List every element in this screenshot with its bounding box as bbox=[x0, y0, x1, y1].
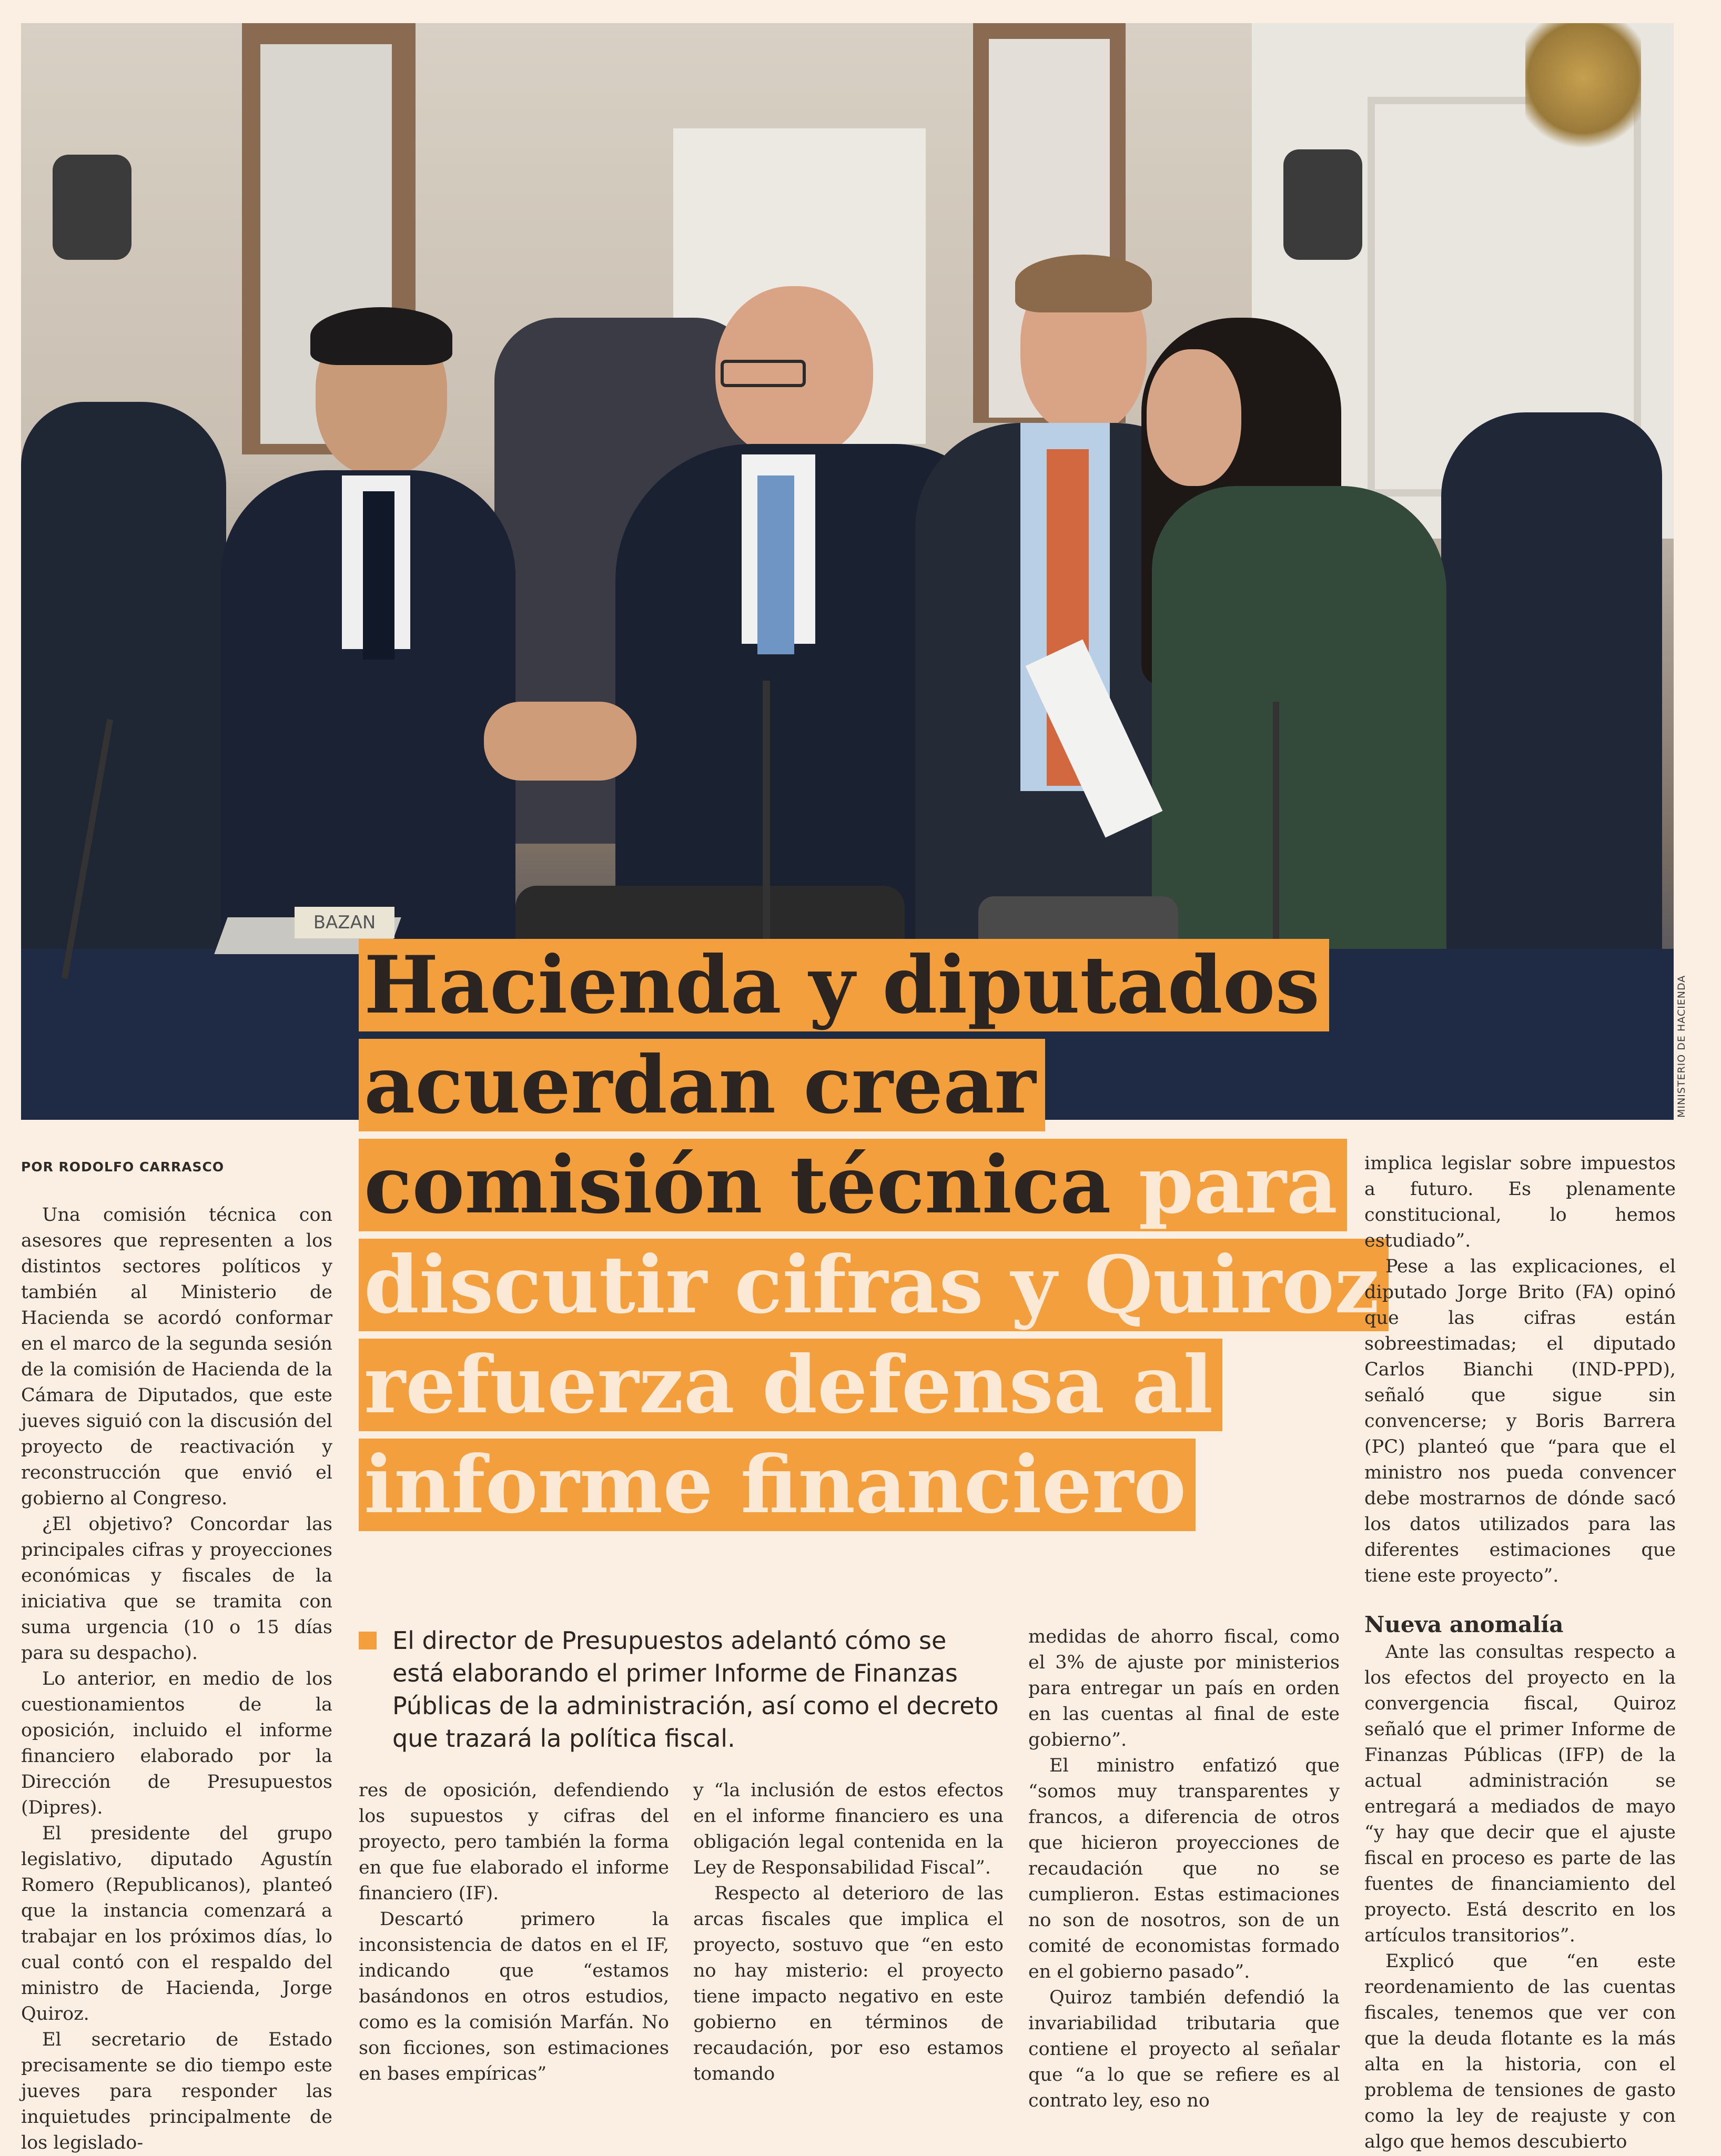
photo-placard: BAZAN bbox=[295, 907, 394, 938]
photo-face-4 bbox=[1147, 349, 1241, 486]
photo-tie-2 bbox=[757, 475, 794, 654]
headline-line bbox=[359, 935, 1358, 1035]
headline-line bbox=[359, 1335, 1358, 1435]
photo-microphone-3 bbox=[1273, 702, 1279, 975]
photo-glasses-2 bbox=[721, 360, 806, 387]
headline-text-dark: acuerdan crear bbox=[364, 1039, 1036, 1131]
paragraph: Pese a las explicaciones, el diputado Jorge Brito (FA) opinó que las cifras están sobreestimadas; el diputado Carlos Bianchi (IND-PPD), señaló que sigue sin convencerse; y Boris Barrera (PC) planteó que “para que el ministro nos pueda convencer debe mostrarnos de dónde sacó los datos utilizados para las diferentes estimaciones que tiene este proyecto”. bbox=[1364, 1256, 1676, 1586]
headline-text-dark: Hacienda y diputados bbox=[364, 939, 1320, 1031]
paragraph: Ante las consultas respecto a los efectos del proyecto en la convergencia fiscal, Quiroz señaló que el primer Informe de Finanzas Públicas (IFP) de la actual administración se entregará a mediados de mayo “y hay que decir que el ajuste fiscal en proceso es parte de las fuentes de financiamiento del proyecto. Está descrito en los artículos transitorios”. bbox=[1364, 1642, 1676, 1946]
photo-credit: MINISTERIO DE HACIENDA bbox=[1676, 975, 1687, 1118]
deck-text: El director de Presupuestos adelantó cómo se está elaborando el primer Informe de Finanzas Públicas de la administración, así como el decreto que trazará la política fiscal. bbox=[392, 1626, 999, 1753]
headline-line bbox=[359, 1435, 1358, 1535]
paragraph: Respecto al deterioro de las arcas fiscales que implica el proyecto, sostuvo que “en esto no hay misterio: el proyecto tiene impacto negativo en este gobierno en términos de recaudación, por eso estamos tomando bbox=[693, 1883, 1004, 2084]
bullet-square-icon bbox=[359, 1632, 377, 1649]
paragraph: medidas de ahorro fiscal, como el 3% de ajuste por ministerios para entregar un país en orden en las cuentas al final de este gobierno”. bbox=[1028, 1626, 1340, 1750]
paragraph: ¿El objetivo? Concordar las principales cifras y proyecciones económicas y fiscales de la iniciativa que se tramita con suma urgencia (10 o 15 días para su despacho). bbox=[21, 1514, 332, 1664]
headline-line bbox=[359, 1035, 1358, 1135]
article-column-4 bbox=[1028, 1624, 1340, 2114]
paragraph: El presidente del grupo legislativo, diputado Agustín Romero (Republicanos), planteó que la instancia comenzará a trabajar en los próximos días, lo cual contó con el respaldo del ministro de Hacienda, Jorge Quiroz. bbox=[21, 1823, 332, 2025]
photo-hair-3 bbox=[1015, 255, 1152, 312]
byline: POR RODOLFO CARRASCO bbox=[21, 1159, 225, 1175]
headline-text-light: para bbox=[1138, 1139, 1338, 1231]
photo-person-far-left bbox=[21, 402, 226, 1033]
headline-text-light: refuerza defensa al bbox=[364, 1339, 1213, 1431]
article-column-2 bbox=[359, 1778, 669, 2087]
photo-jacket-4 bbox=[1152, 486, 1446, 1012]
deck-summary bbox=[359, 1624, 1006, 1755]
paragraph: res de oposición, defendiendo los supuestos y cifras del proyecto, pero también la forma en que fue elaborado el informe financiero (IF). bbox=[359, 1780, 669, 1904]
article-column-5 bbox=[1364, 1151, 1676, 2155]
photo-person-far-right bbox=[1441, 412, 1662, 1017]
photo-camera-left bbox=[53, 155, 131, 260]
paragraph: Quiroz también defendió la invariabilidad tributaria que contiene el proyecto al señalar que “a lo que se refiere es al contrato ley, eso no bbox=[1028, 1987, 1340, 2111]
headline-line bbox=[359, 1135, 1358, 1235]
photo-hair-1 bbox=[310, 307, 452, 365]
section-subheading: Nueva anomalía bbox=[1364, 1612, 1564, 1637]
article-column-3 bbox=[693, 1778, 1004, 2087]
paragraph: Descartó primero la inconsistencia de datos en el IF, indicando que “estamos basándonos en otros estudios, como es la comisión Marfán. No son ficciones, son estimaciones en bases empíricas” bbox=[359, 1909, 669, 2084]
photo-ornament bbox=[1525, 23, 1641, 160]
headline-text-light: informe financiero bbox=[364, 1439, 1187, 1531]
paragraph: implica legislar sobre impuestos a futuro. Es plenamente constitucional, lo hemos estudiado”. bbox=[1364, 1153, 1676, 1251]
article-column-1 bbox=[21, 1202, 332, 2156]
photo-tie-1 bbox=[363, 491, 394, 660]
headline-text-light: discutir cifras y Quiroz bbox=[364, 1239, 1380, 1331]
paragraph: Explicó que “en este reordenamiento de las cuentas fiscales, tenemos que ver con que la deuda flotante es la más alta en la historia, con el problema de tensiones de gasto como la ley de reajuste y con algo que hemos descubierto bbox=[1364, 1951, 1676, 2152]
headline-line bbox=[359, 1235, 1380, 1335]
headline bbox=[359, 935, 1380, 1535]
paragraph: El secretario de Estado precisamente se dio tiempo este jueves para responder las inquietudes principalmente de los legislado- bbox=[21, 2029, 332, 2153]
photo-microphone-2 bbox=[763, 681, 770, 975]
paragraph: El ministro enfatizó que “somos muy transparentes y francos, a diferencia de otros que hicieron proyecciones de recaudación que no se cumplieron. Estas estimaciones no son de nosotros, son de un comité de economistas formado en el gobierno pasado”. bbox=[1028, 1755, 1340, 1982]
paragraph: Una comisión técnica con asesores que representen a los distintos sectores políticos y también al Ministerio de Hacienda se acordó conformar en el marco de la segunda sesión de la comisión de Hacienda de la Cámara de Diputados, que este jueves siguió con la discusión del proyecto de reactivación y reconstrucción que envió el gobierno al Congreso. bbox=[21, 1204, 332, 1509]
headline-text-dark: comisión técnica bbox=[364, 1139, 1139, 1231]
paragraph: y “la inclusión de estos efectos en el informe financiero es una obligación legal contenida en la Ley de Responsabilidad Fiscal”. bbox=[693, 1780, 1004, 1878]
photo-handshake bbox=[484, 702, 636, 781]
photo-camera-right bbox=[1283, 149, 1362, 260]
paragraph: Lo anterior, en medio de los cuestionamientos de la oposición, incluido el informe financiero elaborado por la Dirección de Presupuestos (Dipres). bbox=[21, 1668, 332, 1818]
